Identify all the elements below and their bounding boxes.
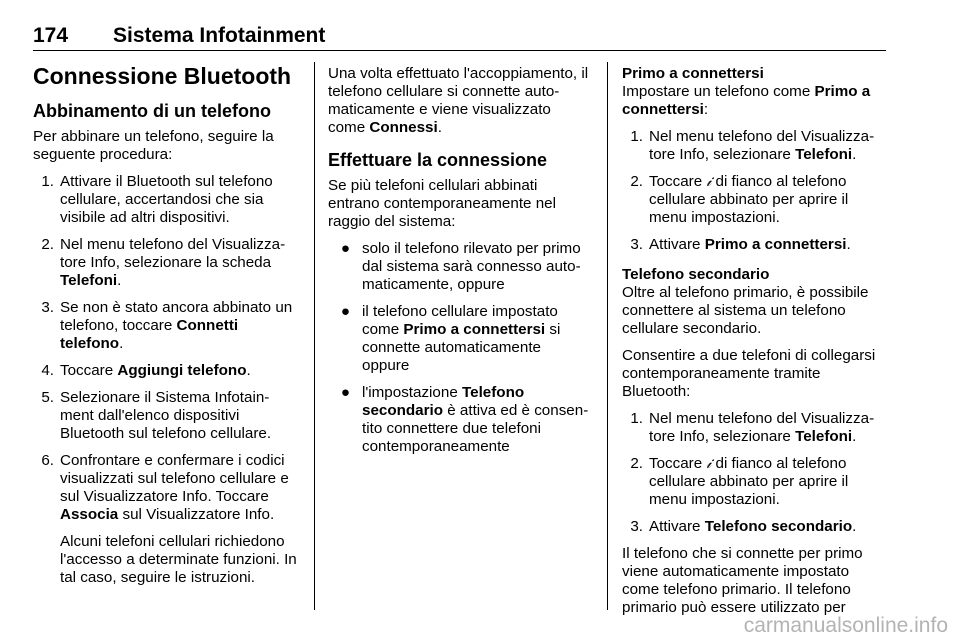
subsection-title: Effettuare la connessione bbox=[328, 150, 548, 170]
bullet-icon: ● bbox=[340, 303, 350, 320]
step-item: 6. Confrontare e confermare i codici visualizzati sul telefono cellulare e sul Visualizzatore Info. Toccare Associa sul Visualizzatore Info. bbox=[41, 452, 289, 523]
paragraph: Se più telefoni cellulari abbinati entrano contemporaneamente nel raggio del sistema: bbox=[328, 177, 556, 230]
paragraph: Una volta effettuato l'accoppiamento, il telefono cellulare si connette auto-maticamente e viene visualizzato come Connessi. bbox=[328, 65, 589, 136]
bullet-icon: ● bbox=[340, 384, 350, 401]
step-item: 1. Attivare il Bluetooth sul telefono cellulare, accertandosi che sia visibile ad altri dispositivi. bbox=[41, 173, 273, 226]
step-item: 1. Nel menu telefono del Visualizza-tore Info, selezionare Telefoni. bbox=[630, 128, 875, 163]
edit-icon: 𝒾 bbox=[706, 173, 712, 190]
step-item: 3. Attivare Primo a connettersi. bbox=[630, 236, 851, 253]
step-item: 4. Toccare Aggiungi telefono. bbox=[41, 362, 251, 379]
paragraph: Impostare un telefono come Primo a connettersi: bbox=[622, 83, 871, 118]
section-name: Sistema Infotainment bbox=[113, 24, 326, 47]
section-title: Connessione Bluetooth bbox=[33, 63, 292, 89]
step-item: 2. Toccare 𝒾 di fianco al telefono cellulare abbinato per aprire il menu impostazioni. bbox=[630, 173, 849, 226]
bullet-icon: ● bbox=[340, 240, 350, 257]
page-number: 174 bbox=[33, 24, 69, 47]
step-item: 5. Selezionare il Sistema Infotain-ment dall'elenco dispositivi Bluetooth sul telefono cellulare. bbox=[41, 389, 272, 442]
step-item: 2. Nel menu telefono del Visualizza-tore Info, selezionare la scheda Telefoni. bbox=[41, 236, 286, 289]
note-text: Alcuni telefoni cellulari richiedono l'accesso a determinate funzioni. In tal caso, seguire le istruzioni. bbox=[60, 533, 297, 586]
step-item: 1. Nel menu telefono del Visualizza-tore Info, selezionare Telefoni. bbox=[630, 410, 875, 445]
bullet-item: ● il telefono cellulare impostato come Primo a connettersi si connette automaticamente oppure bbox=[328, 303, 592, 375]
paragraph: Consentire a due telefoni di collegarsi contemporaneamente tramite Bluetooth: bbox=[622, 347, 876, 400]
column-1 bbox=[33, 62, 301, 596]
bullet-item: ● l'impostazione Telefono secondario è attiva ed è consen-tito connettere due telefoni contemporaneamente bbox=[328, 384, 592, 456]
column-3 bbox=[622, 65, 890, 626]
step-item: 3. Attivare Telefono secondario. bbox=[630, 518, 857, 535]
subsection-title: Abbinamento di un telefono bbox=[33, 101, 271, 121]
column-divider bbox=[607, 62, 608, 610]
intro-text: Per abbinare un telefono, seguire la seguente procedura: bbox=[33, 128, 274, 163]
step-item: 2. Toccare 𝒾 di fianco al telefono cellulare abbinato per aprire il menu impostazioni. bbox=[630, 455, 849, 508]
subheading: Primo a connettersi bbox=[622, 65, 764, 82]
watermark: carmanualsonline.info bbox=[743, 614, 948, 637]
column-divider bbox=[314, 62, 315, 610]
column-2 bbox=[328, 65, 592, 465]
step-item: 3. Se non è stato ancora abbinato un telefono, toccare Connetti telefono. bbox=[41, 299, 293, 352]
paragraph: Il telefono che si connette per primo viene automaticamente impostato come telefono primario. Il telefono primario può essere utilizzato per bbox=[622, 545, 863, 616]
edit-icon: 𝒾 bbox=[706, 455, 712, 472]
page-header bbox=[33, 24, 886, 51]
subheading: Telefono secondario bbox=[622, 266, 770, 283]
bullet-item: ● solo il telefono rilevato per primo dal sistema sarà connesso auto-maticamente, oppure bbox=[328, 240, 592, 294]
paragraph: Oltre al telefono primario, è possibile connettere al sistema un telefono cellulare secondario. bbox=[622, 284, 869, 337]
